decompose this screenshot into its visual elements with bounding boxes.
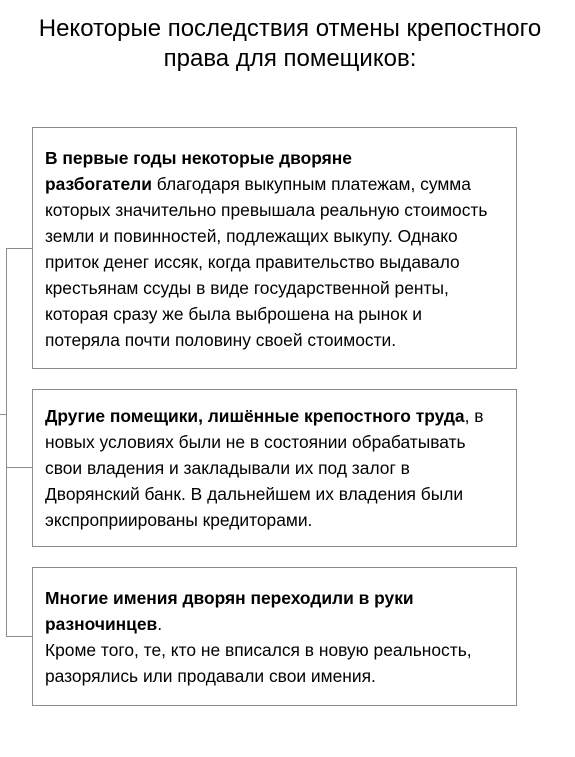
box-1-line-3: которых значительно превышала реальную стоимость [45,200,488,220]
box-1-line-2 [45,171,504,197]
box-1-bold-1: В первые годы некоторые дворяне [45,148,352,168]
diagram-title [20,14,560,74]
box-2-line-4: Дворянский банк. В дальнейшем их владения были [45,484,464,504]
box-1-text-2: благодаря выкупным платежам, сумма [151,174,471,194]
diagram-title-line-2: права для помещиков: [163,45,417,72]
box-3-bold-1: Многие имения дворян переходили в руки [45,588,414,608]
box-3-bold-2: разночинцев [45,614,158,634]
box-1-line-1 [45,145,504,171]
box-2-text-1: , в [464,406,484,426]
consequence-box-1 [32,127,517,369]
box-3-line-4: разорялись или продавали свои имения. [45,666,376,686]
box-1-line-7: которая сразу же была выброшена на рынок и [45,304,423,324]
consequence-box-2 [32,389,517,547]
tree-root-stub [0,414,6,415]
box-1-line-5: приток денег иссяк, когда правительство выдавало [45,252,460,272]
box-1-line-8: потеряла почти половину своей стоимости. [45,330,397,350]
box-2-bold-1: Другие помещики, лишённые крепостного труда [45,406,465,426]
box-1-bold-2: разбогатели [45,174,152,194]
tree-vertical-connector [6,248,7,637]
connector-to-box-3 [6,636,32,637]
box-2-line-2: новых условиях были не в состоянии обрабатывать [45,432,466,452]
box-2-line-5: экспроприированы кредиторами. [45,510,313,530]
box-3-line-1 [45,585,504,611]
connector-to-box-2 [6,467,32,468]
box-3-text-2: . [157,614,163,634]
diagram-title-line-1: Некоторые последствия отмены крепостного [38,15,542,42]
consequence-box-3 [32,567,517,706]
box-3-line-3: Кроме того, те, кто не вписался в новую реальность, [45,640,472,660]
box-2-line-3: свои владения и закладывали их под залог в [45,458,410,478]
box-1-line-6: крестьянам ссуды в виде государственной ренты, [45,278,449,298]
box-2-line-1 [45,403,504,429]
box-3-line-2 [45,611,504,637]
connector-to-box-1 [6,248,32,249]
box-1-line-4: земли и повинностей, подлежащих выкупу. Однако [45,226,458,246]
